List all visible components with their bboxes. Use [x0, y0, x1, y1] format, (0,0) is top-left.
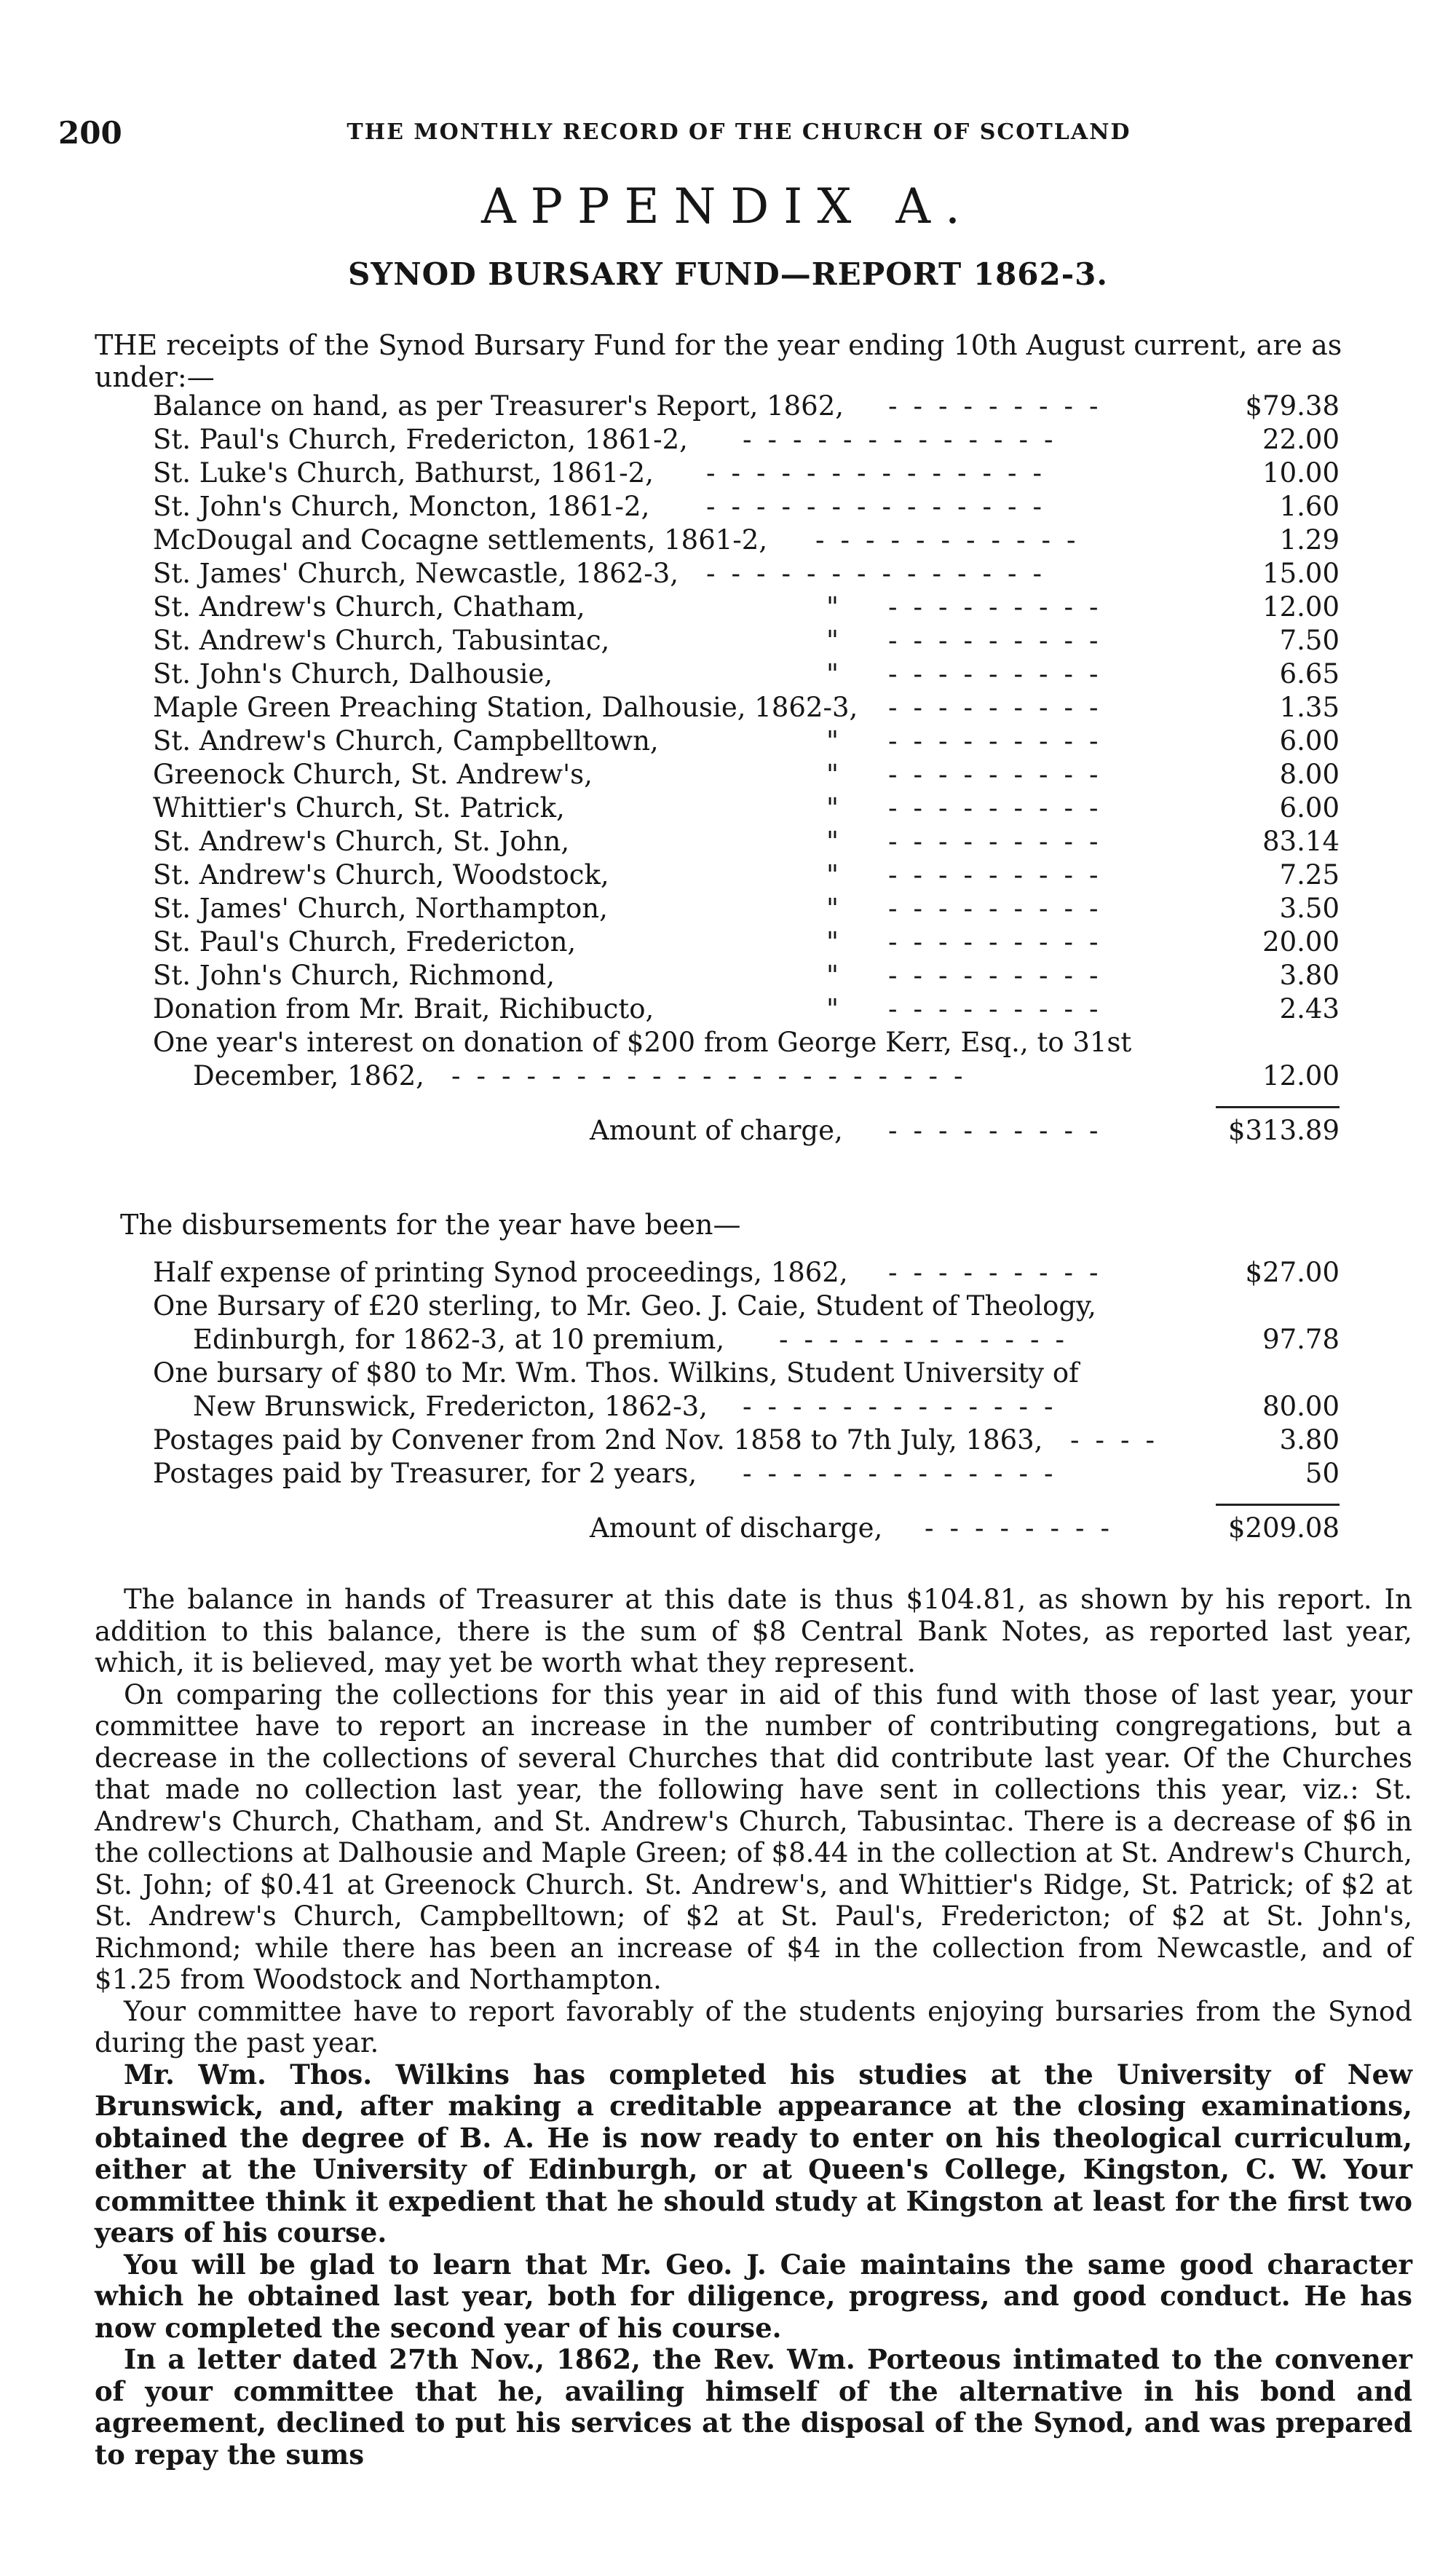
disbursement-row-label: Half expense of printing Synod proceedings, 1862, [153, 1257, 848, 1288]
disbursement-row [153, 1390, 1340, 1424]
disbursement-row [153, 1357, 1340, 1390]
receipt-row-label: St. Andrew's Church, Woodstock, [153, 859, 609, 891]
receipt-row-amount: 6.00 [1279, 792, 1340, 824]
receipt-row [153, 959, 1340, 992]
receipt-row-label: St. James' Church, Newcastle, 1862-3, [153, 558, 679, 589]
receipt-row-label: St. James' Church, Northampton, [153, 893, 608, 924]
leader-dashes: --------- [888, 625, 1115, 656]
receipt-row-label: St. Paul's Church, Fredericton, 1861-2, [153, 424, 688, 455]
disbursement-row-amount: $27.00 [1245, 1257, 1340, 1288]
body-paragraph: In a letter dated 27th Nov., 1862, the Rev. Wm. Porteous intimated to the convener of your committee that he, availing himself of the alternative in his bond and agreement, declined to put his services at the disposal of the Synod, and was prepared to repay the sums [95, 2343, 1412, 2471]
body-paragraph: Your committee have to report favorably of the students enjoying bursaries from the Synod during the past year. [95, 1995, 1412, 2058]
disbursement-row-amount: 80.00 [1262, 1391, 1340, 1422]
receipt-row [153, 658, 1340, 691]
receipt-row-amount: 8.00 [1279, 759, 1340, 790]
receipt-row-amount: 7.25 [1279, 859, 1340, 891]
leader-dashes: --------------------- [451, 1060, 979, 1091]
ditto-mark: " [826, 926, 839, 958]
receipt-row-amount: 3.50 [1279, 893, 1340, 924]
discharge-total-amount: $209.08 [1227, 1512, 1340, 1544]
receipt-row-amount: 12.00 [1262, 591, 1340, 623]
receipt-row [153, 423, 1340, 457]
disbursement-row-label: New Brunswick, Fredericton, 1862-3, [193, 1391, 708, 1422]
leader-dashes: --------- [888, 390, 1115, 422]
leader-dashes: --------- [888, 792, 1115, 824]
ditto-mark: " [826, 960, 839, 991]
receipt-row [153, 490, 1340, 524]
receipt-row [153, 1026, 1340, 1059]
leader-dashes: --------- [888, 759, 1115, 790]
leader-dashes: -------- [925, 1512, 1126, 1544]
body-paragraph: You will be glad to learn that Mr. Geo. J. Caie maintains the same good character which he obtained last year, both for diligence, progress, and good conduct. He has now completed the second year of his course. [95, 2248, 1412, 2344]
receipt-row [153, 858, 1340, 892]
receipt-row-label: Balance on hand, as per Treasurer's Report, 1862, [153, 390, 844, 422]
ditto-mark: " [826, 591, 839, 623]
leader-dashes: -------------- [706, 558, 1059, 589]
disbursement-row-amount: 97.78 [1262, 1324, 1340, 1355]
receipt-row-amount: 10.00 [1262, 457, 1340, 489]
leader-dashes: -------------- [706, 491, 1059, 522]
disbursement-row-label: Postages paid by Treasurer, for 2 years, [153, 1458, 697, 1489]
receipt-row [153, 825, 1340, 858]
leader-dashes: ------------- [743, 424, 1069, 455]
receipt-row-label: Whittier's Church, St. Patrick, [153, 792, 565, 824]
body-paragraph: On comparing the collections for this year in aid of this fund with those of last year, your committee have to report an increase in the number of contributing congregations, but a decrease in the collections of several Churches that did contribute last year. Of the Churches that made no collection last year, the following have sent in collections this year, viz.: St. Andrew's Church, Chatham, and St. Andrew's Church, Tabusintac. There is a decrease of $6 in the collections at Dalhousie and Maple Green; of $8.44 in the collection at St. Andrew's Church, St. John; of $0.41 at Greenock Church. St. Andrew's, and Whittier's Ridge, St. Patrick; of $2 at St. Andrew's Church, Campbelltown; of $2 at St. Paul's, Fredericton; of $2 at St. John's, Richmond; while there has been an increase of $4 in the collection from Newcastle, and of $1.25 from Woodstock and Northampton. [95, 1678, 1412, 1995]
leader-dashes: --------- [888, 926, 1115, 958]
receipt-row-label: McDougal and Cocagne settlements, 1861-2, [153, 524, 768, 556]
leader-dashes: --------- [888, 1257, 1115, 1288]
discharge-total-label: Amount of discharge, [590, 1512, 883, 1544]
receipts-list [153, 390, 1340, 1148]
leader-dashes: --------- [888, 960, 1115, 991]
receipt-row-amount: 1.60 [1279, 491, 1340, 522]
leader-dashes: --------- [888, 725, 1115, 757]
receipt-row-amount: 6.65 [1279, 658, 1340, 690]
receipt-row [153, 457, 1340, 490]
receipt-row-amount: $79.38 [1245, 390, 1340, 422]
ditto-mark: " [826, 759, 839, 790]
total-rule [1216, 1504, 1340, 1506]
receipt-row-amount: 1.35 [1279, 692, 1340, 723]
receipt-row [153, 791, 1340, 825]
leader-dashes: --------- [888, 591, 1115, 623]
receipt-row [153, 591, 1340, 624]
receipt-row [153, 390, 1340, 423]
disbursement-row [153, 1457, 1340, 1491]
ditto-mark: " [826, 826, 839, 857]
discharge-total [153, 1512, 1340, 1545]
disbursement-row [153, 1256, 1340, 1290]
body-paragraph: The balance in hands of Treasurer at this date is thus $104.81, as shown by his report. In addition to this balance, there is the sum of $8 Central Bank Notes, as reported last year, which, it is believed, may yet be worth what they represent. [95, 1584, 1412, 1678]
leader-dashes: --------- [888, 692, 1115, 723]
receipt-row [153, 725, 1340, 758]
receipt-row-label: St. John's Church, Moncton, 1861-2, [153, 491, 650, 522]
receipt-row-amount: 12.00 [1262, 1060, 1340, 1091]
receipt-row-amount: 2.43 [1279, 993, 1340, 1025]
leader-dashes: --------- [888, 893, 1115, 924]
disbursement-row [153, 1424, 1340, 1457]
leader-dashes: -------------- [706, 457, 1059, 489]
disbursement-row [153, 1323, 1340, 1357]
report-body [95, 1584, 1412, 2471]
ditto-mark: " [826, 993, 839, 1025]
leader-dashes: ---- [1070, 1424, 1171, 1456]
charge-total-label: Amount of charge, [590, 1115, 843, 1146]
receipt-row [153, 1059, 1340, 1093]
leader-dashes: --------- [888, 993, 1115, 1025]
leader-dashes: ----------- [815, 524, 1092, 556]
leader-dashes: --------- [888, 1115, 1115, 1146]
receipt-row [153, 557, 1340, 591]
disbursement-row-label: One bursary of $80 to Mr. Wm. Thos. Wilkins, Student University of [153, 1357, 1079, 1389]
receipt-row-label: Greenock Church, St. Andrew's, [153, 759, 593, 790]
receipt-row-label: St. Andrew's Church, St. John, [153, 826, 570, 857]
disbursement-row-label: One Bursary of £20 sterling, to Mr. Geo. J. Caie, Student of Theology, [153, 1290, 1096, 1322]
receipt-row [153, 892, 1340, 925]
receipt-row-label: St. Andrew's Church, Chatham, [153, 591, 585, 623]
ditto-mark: " [826, 658, 839, 690]
total-rule [1216, 1106, 1340, 1108]
leader-dashes: --------- [888, 826, 1115, 857]
page-header [58, 115, 1420, 159]
ditto-mark: " [826, 792, 839, 824]
leader-dashes: --------- [888, 658, 1115, 690]
receipt-row-label: St. Paul's Church, Fredericton, [153, 926, 577, 958]
disbursements-intro: The disbursements for the year have been— [120, 1209, 741, 1241]
receipt-row [153, 992, 1340, 1026]
receipt-row-amount: 1.29 [1279, 524, 1340, 556]
receipt-row [153, 758, 1340, 791]
receipt-row-label: Maple Green Preaching Station, Dalhousie, 1862-3, [153, 692, 858, 723]
receipt-row-amount: 6.00 [1279, 725, 1340, 757]
leader-dashes: --------- [888, 859, 1115, 891]
appendix-title: APPENDIX A. [480, 178, 975, 234]
body-paragraph: Mr. Wm. Thos. Wilkins has completed his studies at the University of New Brunswick, and, after making a creditable appearance at the closing examinations, obtained the degree of B. A. He is now ready to enter on his theological curriculum, either at the University of Edinburgh, or at Queen's College, Kingston, C. W. Your committee think it expedient that he should study at Kingston at least for the first two years of his course. [95, 2058, 1412, 2249]
receipt-row [153, 691, 1340, 725]
charge-total [153, 1114, 1340, 1148]
receipt-row-amount: 15.00 [1262, 558, 1340, 589]
disbursement-row-amount: 50 [1305, 1458, 1340, 1489]
report-title: SYNOD BURSARY FUND—REPORT 1862-3. [347, 256, 1109, 292]
charge-total-amount: $313.89 [1227, 1115, 1340, 1146]
receipt-row-label: St. Andrew's Church, Campbelltown, [153, 725, 659, 757]
disbursement-row-amount: 3.80 [1279, 1424, 1340, 1456]
disbursement-row [153, 1290, 1340, 1323]
disbursement-row-label: Postages paid by Convener from 2nd Nov. 1858 to 7th July, 1863, [153, 1424, 1043, 1456]
running-title: THE MONTHLY RECORD OF THE CHURCH OF SCOTLAND [347, 119, 1131, 145]
receipt-row-amount: 7.50 [1279, 625, 1340, 656]
ditto-mark: " [826, 625, 839, 656]
leader-dashes: ------------- [743, 1391, 1069, 1422]
receipt-row-amount: 3.80 [1279, 960, 1340, 991]
receipt-row [153, 925, 1340, 959]
receipt-row-label: St. Andrew's Church, Tabusintac, [153, 625, 610, 656]
ditto-mark: " [826, 725, 839, 757]
receipt-row [153, 524, 1340, 557]
receipt-row-amount: 20.00 [1262, 926, 1340, 958]
page-number: 200 [58, 115, 122, 151]
receipt-row-label: Donation from Mr. Brait, Richibucto, [153, 993, 654, 1025]
receipt-row-label: St. Luke's Church, Bathurst, 1861-2, [153, 457, 654, 489]
receipt-row-amount: 22.00 [1262, 424, 1340, 455]
receipt-row-amount: 83.14 [1262, 826, 1340, 857]
receipt-row [153, 624, 1340, 658]
disbursements-list [153, 1256, 1340, 1545]
leader-dashes: ------------ [779, 1324, 1081, 1355]
receipt-row-label: One year's interest on donation of $200 from George Kerr, Esq., to 31st [153, 1027, 1132, 1058]
receipt-row-label: St. John's Church, Dalhousie, [153, 658, 553, 690]
receipt-row-label: December, 1862, [193, 1060, 424, 1091]
disbursement-row-label: Edinburgh, for 1862-3, at 10 premium, [193, 1324, 725, 1355]
receipt-row-label: St. John's Church, Richmond, [153, 960, 555, 991]
intro-text: THE receipts of the Synod Bursary Fund for the year ending 10th August current, are as under:— [95, 329, 1342, 393]
ditto-mark: " [826, 893, 839, 924]
leader-dashes: ------------- [743, 1458, 1069, 1489]
ditto-mark: " [826, 859, 839, 891]
